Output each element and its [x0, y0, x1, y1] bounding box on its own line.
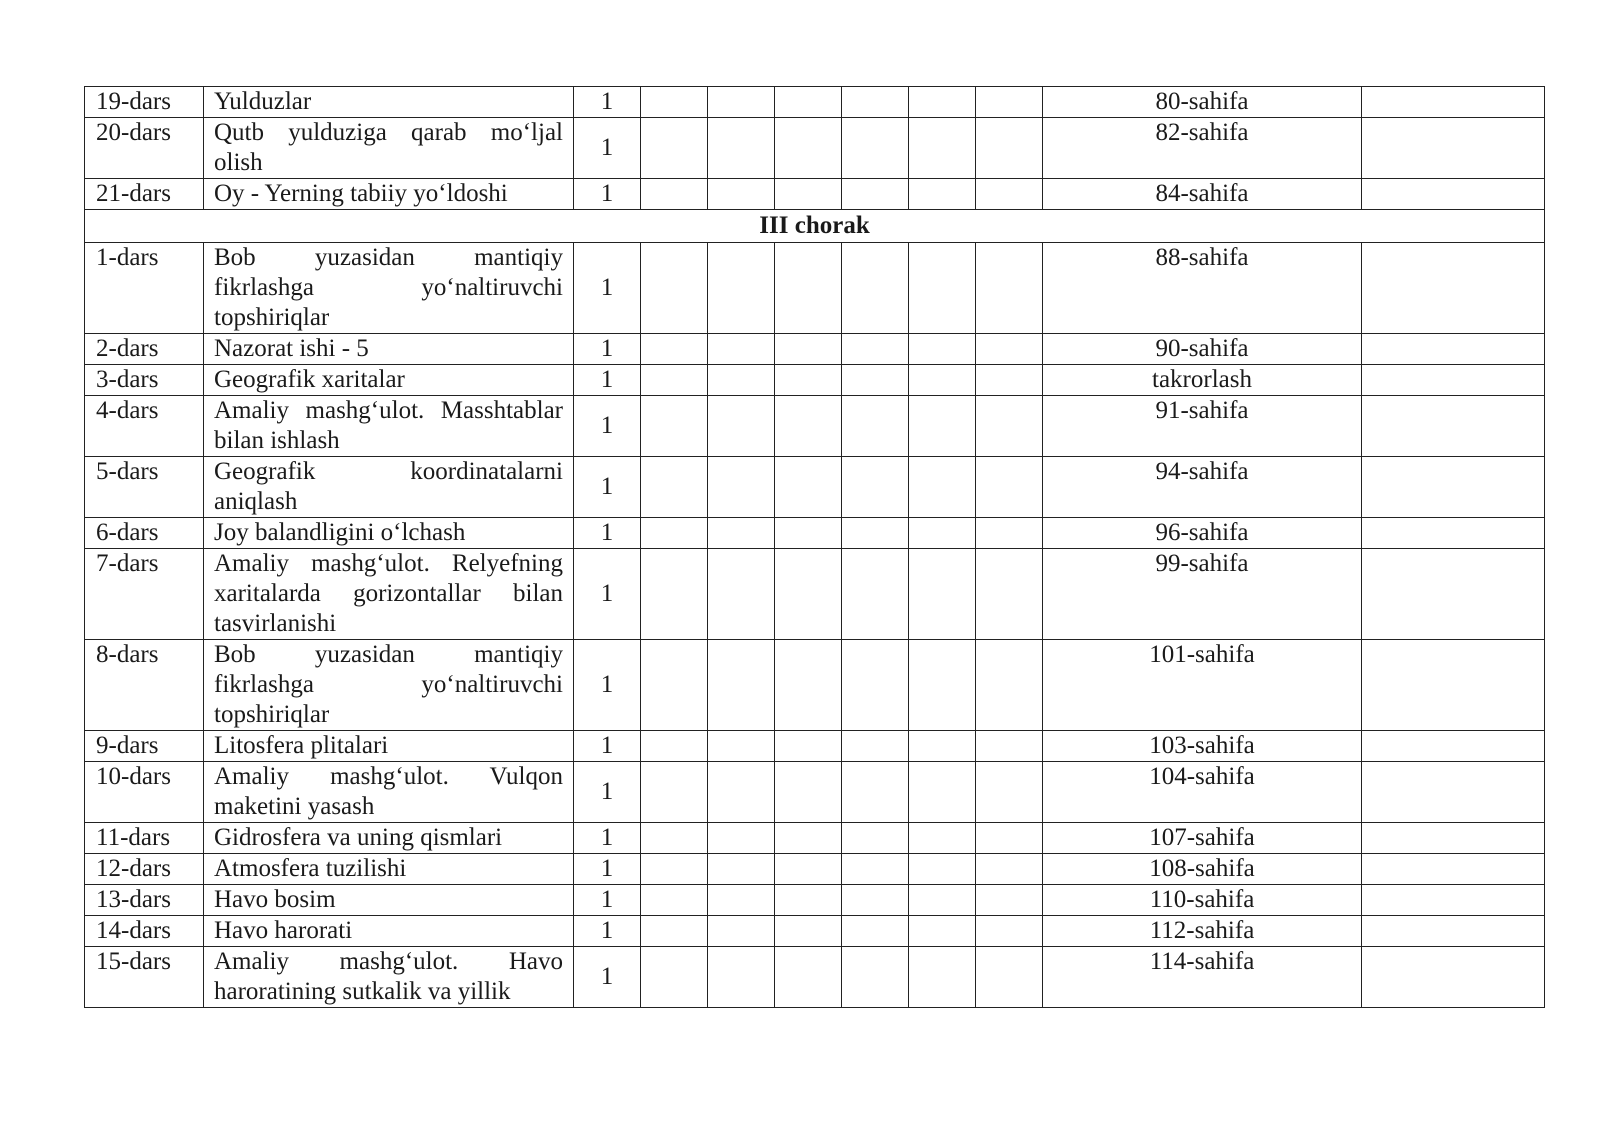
empty-cell	[708, 243, 775, 334]
empty-cell	[909, 457, 976, 518]
empty-cell	[775, 334, 842, 365]
empty-cell	[775, 549, 842, 640]
empty-cell	[641, 365, 708, 396]
lesson-number: 8-dars	[85, 640, 204, 731]
lesson-hours: 1	[574, 365, 641, 396]
table-row	[85, 179, 1545, 210]
lesson-hours: 1	[574, 243, 641, 334]
lesson-number: 6-dars	[85, 518, 204, 549]
empty-cell	[775, 87, 842, 118]
empty-cell	[641, 87, 708, 118]
lesson-page: 99-sahifa	[1043, 549, 1362, 640]
empty-cell	[976, 396, 1043, 457]
lesson-topic: Atmosfera tuzilishi	[204, 854, 574, 885]
empty-cell	[708, 118, 775, 179]
empty-cell	[909, 365, 976, 396]
empty-cell	[1362, 179, 1545, 210]
lesson-page: 108-sahifa	[1043, 854, 1362, 885]
lesson-hours: 1	[574, 457, 641, 518]
table-row	[85, 243, 1545, 334]
empty-cell	[842, 87, 909, 118]
lesson-number: 21-dars	[85, 179, 204, 210]
table-row	[85, 947, 1545, 1008]
empty-cell	[976, 549, 1043, 640]
empty-cell	[775, 640, 842, 731]
lesson-topic: Gidrosfera va uning qismlari	[204, 823, 574, 854]
section-title: III chorak	[85, 210, 1545, 243]
lesson-hours: 1	[574, 916, 641, 947]
table-row	[85, 916, 1545, 947]
empty-cell	[708, 854, 775, 885]
empty-cell	[976, 179, 1043, 210]
empty-cell	[708, 885, 775, 916]
empty-cell	[976, 885, 1043, 916]
empty-cell	[976, 334, 1043, 365]
lesson-number: 13-dars	[85, 885, 204, 916]
empty-cell	[976, 731, 1043, 762]
empty-cell	[641, 243, 708, 334]
lesson-page: 94-sahifa	[1043, 457, 1362, 518]
lesson-page: 104-sahifa	[1043, 762, 1362, 823]
table-row	[85, 731, 1545, 762]
empty-cell	[909, 87, 976, 118]
empty-cell	[976, 518, 1043, 549]
lesson-topic: Geografik koordinatalarni aniqlash	[204, 457, 574, 518]
lesson-topic: Yulduzlar	[204, 87, 574, 118]
empty-cell	[842, 396, 909, 457]
empty-cell	[708, 916, 775, 947]
empty-cell	[1362, 396, 1545, 457]
table-row	[85, 87, 1545, 118]
empty-cell	[1362, 243, 1545, 334]
lesson-topic: Nazorat ishi - 5	[204, 334, 574, 365]
lesson-topic: Oy - Yerning tabiiy yo‘ldoshi	[204, 179, 574, 210]
empty-cell	[976, 640, 1043, 731]
empty-cell	[842, 885, 909, 916]
table-row	[85, 823, 1545, 854]
lesson-hours: 1	[574, 854, 641, 885]
lesson-number: 1-dars	[85, 243, 204, 334]
lesson-number: 7-dars	[85, 549, 204, 640]
table-row	[85, 396, 1545, 457]
empty-cell	[775, 885, 842, 916]
empty-cell	[842, 640, 909, 731]
lesson-page: 82-sahifa	[1043, 118, 1362, 179]
empty-cell	[775, 179, 842, 210]
lesson-topic: Amaliy mashg‘ulot. Havo haroratining sutkalik va yillik	[204, 947, 574, 1008]
lesson-number: 10-dars	[85, 762, 204, 823]
lesson-number: 3-dars	[85, 365, 204, 396]
empty-cell	[976, 243, 1043, 334]
empty-cell	[775, 731, 842, 762]
empty-cell	[909, 118, 976, 179]
lesson-hours: 1	[574, 396, 641, 457]
lesson-number: 4-dars	[85, 396, 204, 457]
empty-cell	[842, 854, 909, 885]
table-row	[85, 854, 1545, 885]
empty-cell	[909, 640, 976, 731]
empty-cell	[1362, 518, 1545, 549]
lesson-hours: 1	[574, 885, 641, 916]
empty-cell	[708, 457, 775, 518]
lesson-number: 15-dars	[85, 947, 204, 1008]
empty-cell	[1362, 640, 1545, 731]
empty-cell	[775, 457, 842, 518]
empty-cell	[708, 365, 775, 396]
empty-cell	[775, 947, 842, 1008]
empty-cell	[976, 118, 1043, 179]
empty-cell	[1362, 334, 1545, 365]
lesson-topic: Havo harorati	[204, 916, 574, 947]
lesson-hours: 1	[574, 640, 641, 731]
table-body-after-section	[85, 243, 1545, 1008]
empty-cell	[909, 731, 976, 762]
empty-cell	[1362, 885, 1545, 916]
lesson-hours: 1	[574, 823, 641, 854]
empty-cell	[641, 396, 708, 457]
empty-cell	[909, 885, 976, 916]
empty-cell	[842, 457, 909, 518]
empty-cell	[708, 518, 775, 549]
lesson-page: 110-sahifa	[1043, 885, 1362, 916]
empty-cell	[842, 947, 909, 1008]
lesson-number: 14-dars	[85, 916, 204, 947]
table-row	[85, 457, 1545, 518]
empty-cell	[909, 823, 976, 854]
empty-cell	[641, 640, 708, 731]
empty-cell	[641, 854, 708, 885]
empty-cell	[775, 762, 842, 823]
empty-cell	[775, 243, 842, 334]
empty-cell	[976, 854, 1043, 885]
empty-cell	[842, 334, 909, 365]
lesson-topic: Amaliy mashg‘ulot. Relyefning xaritalarda gorizontallar bilan tasvirlanishi	[204, 549, 574, 640]
lesson-number: 20-dars	[85, 118, 204, 179]
empty-cell	[641, 179, 708, 210]
empty-cell	[842, 179, 909, 210]
empty-cell	[641, 549, 708, 640]
lesson-topic: Amaliy mashg‘ulot. Masshtablar bilan ishlash	[204, 396, 574, 457]
empty-cell	[976, 947, 1043, 1008]
empty-cell	[909, 762, 976, 823]
empty-cell	[842, 916, 909, 947]
empty-cell	[775, 916, 842, 947]
empty-cell	[909, 549, 976, 640]
empty-cell	[641, 947, 708, 1008]
empty-cell	[842, 365, 909, 396]
empty-cell	[641, 885, 708, 916]
empty-cell	[842, 762, 909, 823]
empty-cell	[1362, 823, 1545, 854]
empty-cell	[976, 762, 1043, 823]
empty-cell	[842, 518, 909, 549]
table-row	[85, 118, 1545, 179]
empty-cell	[708, 87, 775, 118]
empty-cell	[641, 762, 708, 823]
lesson-page: takrorlash	[1043, 365, 1362, 396]
empty-cell	[842, 549, 909, 640]
table-row	[85, 549, 1545, 640]
empty-cell	[708, 762, 775, 823]
lesson-topic: Qutb yulduziga qarab mo‘ljal olish	[204, 118, 574, 179]
empty-cell	[775, 823, 842, 854]
lesson-page: 114-sahifa	[1043, 947, 1362, 1008]
empty-cell	[1362, 87, 1545, 118]
lesson-page: 96-sahifa	[1043, 518, 1362, 549]
empty-cell	[976, 87, 1043, 118]
empty-cell	[842, 118, 909, 179]
empty-cell	[1362, 916, 1545, 947]
lesson-page: 103-sahifa	[1043, 731, 1362, 762]
table-row	[85, 518, 1545, 549]
empty-cell	[909, 396, 976, 457]
empty-cell	[641, 731, 708, 762]
empty-cell	[641, 118, 708, 179]
empty-cell	[1362, 947, 1545, 1008]
lesson-hours: 1	[574, 947, 641, 1008]
empty-cell	[641, 916, 708, 947]
lesson-topic: Litosfera plitalari	[204, 731, 574, 762]
table-row	[85, 885, 1545, 916]
table-body-before-section	[85, 87, 1545, 210]
lesson-plan-table	[84, 86, 1545, 1008]
table-row	[85, 640, 1545, 731]
empty-cell	[909, 916, 976, 947]
table-row	[85, 762, 1545, 823]
empty-cell	[842, 731, 909, 762]
lesson-number: 5-dars	[85, 457, 204, 518]
empty-cell	[842, 243, 909, 334]
lesson-number: 19-dars	[85, 87, 204, 118]
empty-cell	[1362, 762, 1545, 823]
empty-cell	[976, 457, 1043, 518]
lesson-page: 101-sahifa	[1043, 640, 1362, 731]
empty-cell	[909, 334, 976, 365]
lesson-topic: Bob yuzasidan mantiqiy fikrlashga yo‘naltiruvchi topshiriqlar	[204, 640, 574, 731]
empty-cell	[1362, 457, 1545, 518]
empty-cell	[775, 365, 842, 396]
empty-cell	[775, 396, 842, 457]
empty-cell	[708, 823, 775, 854]
lesson-hours: 1	[574, 549, 641, 640]
empty-cell	[1362, 365, 1545, 396]
lesson-hours: 1	[574, 87, 641, 118]
empty-cell	[708, 640, 775, 731]
lesson-hours: 1	[574, 762, 641, 823]
lesson-page: 88-sahifa	[1043, 243, 1362, 334]
table-row	[85, 365, 1545, 396]
empty-cell	[775, 854, 842, 885]
empty-cell	[708, 549, 775, 640]
empty-cell	[708, 731, 775, 762]
table-row	[85, 334, 1545, 365]
empty-cell	[1362, 549, 1545, 640]
empty-cell	[708, 334, 775, 365]
empty-cell	[708, 396, 775, 457]
empty-cell	[708, 947, 775, 1008]
empty-cell	[708, 179, 775, 210]
lesson-page: 90-sahifa	[1043, 334, 1362, 365]
lesson-hours: 1	[574, 179, 641, 210]
empty-cell	[641, 823, 708, 854]
lesson-page: 80-sahifa	[1043, 87, 1362, 118]
lesson-topic: Bob yuzasidan mantiqiy fikrlashga yo‘naltiruvchi topshiriqlar	[204, 243, 574, 334]
lesson-topic: Amaliy mashg‘ulot. Vulqon maketini yasash	[204, 762, 574, 823]
empty-cell	[775, 518, 842, 549]
lesson-hours: 1	[574, 518, 641, 549]
lesson-page: 91-sahifa	[1043, 396, 1362, 457]
empty-cell	[909, 854, 976, 885]
section-row	[85, 210, 1545, 243]
empty-cell	[1362, 731, 1545, 762]
empty-cell	[909, 947, 976, 1008]
empty-cell	[775, 118, 842, 179]
lesson-number: 2-dars	[85, 334, 204, 365]
empty-cell	[909, 243, 976, 334]
empty-cell	[842, 823, 909, 854]
lesson-page: 84-sahifa	[1043, 179, 1362, 210]
lesson-topic: Havo bosim	[204, 885, 574, 916]
lesson-number: 11-dars	[85, 823, 204, 854]
lesson-number: 9-dars	[85, 731, 204, 762]
empty-cell	[976, 823, 1043, 854]
lesson-topic: Joy balandligini o‘lchash	[204, 518, 574, 549]
lesson-number: 12-dars	[85, 854, 204, 885]
empty-cell	[909, 179, 976, 210]
lesson-page: 112-sahifa	[1043, 916, 1362, 947]
section-header	[85, 210, 1545, 243]
empty-cell	[976, 916, 1043, 947]
lesson-hours: 1	[574, 731, 641, 762]
lesson-page: 107-sahifa	[1043, 823, 1362, 854]
empty-cell	[1362, 118, 1545, 179]
empty-cell	[976, 365, 1043, 396]
empty-cell	[641, 334, 708, 365]
empty-cell	[641, 518, 708, 549]
empty-cell	[909, 518, 976, 549]
lesson-hours: 1	[574, 118, 641, 179]
empty-cell	[641, 457, 708, 518]
lesson-topic: Geografik xaritalar	[204, 365, 574, 396]
lesson-hours: 1	[574, 334, 641, 365]
empty-cell	[1362, 854, 1545, 885]
